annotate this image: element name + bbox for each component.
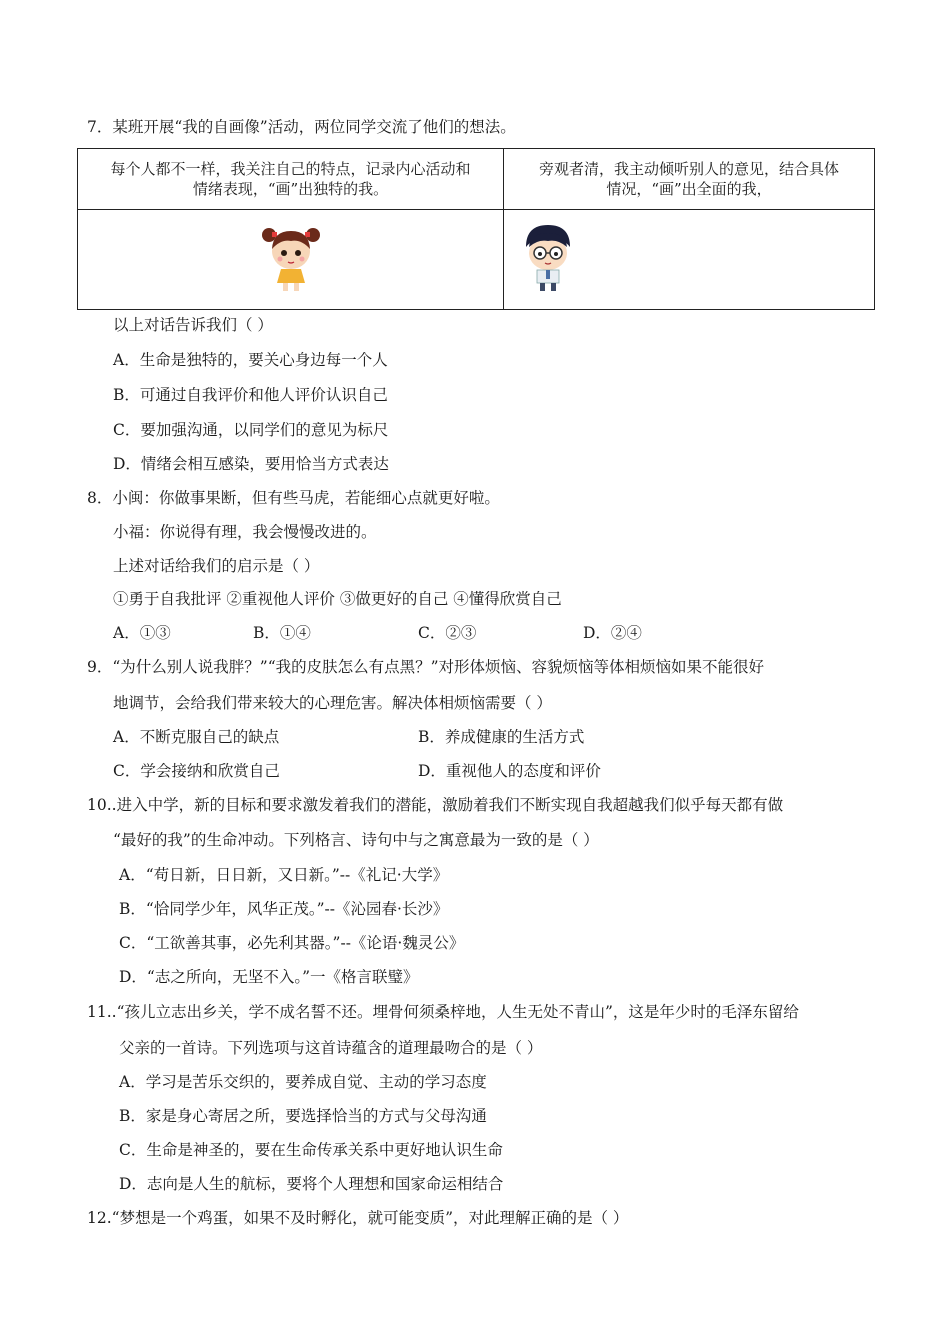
boy-statement-line2: 情况，“画”出全面的我， <box>606 179 772 198</box>
boy-illustration-cell <box>504 209 875 309</box>
q9-option-d: D．重视他人的态度和评价 <box>418 762 601 780</box>
q11-option-b: B．家是身心寄居之所，要选择恰当的方式与父母沟通 <box>119 1107 487 1125</box>
q7-option-d: D．情绪会相互感染，要用恰当方式表达 <box>113 455 389 473</box>
q8-option-c: C．②③ <box>418 624 477 642</box>
q10-option-d: D．“志之所向，无坚不入。”一《格言联璧》 <box>119 968 419 986</box>
q9-line2: 地调节，会给我们带来较大的心理危害。解决体相烦恼需要（ ） <box>113 694 552 712</box>
q9-option-a: A．不断克服自己的缺点 <box>113 728 280 746</box>
q9-line1: 9．“为什么别人说我胖？”“我的皮肤怎么有点黑？”对形体烦恼、容貌烦恼等体相烦恼如果不能很好 <box>87 658 765 676</box>
girl-cartoon-icon <box>261 221 321 293</box>
q9-option-c: C．学会接纳和欣赏自己 <box>113 762 280 780</box>
q10-line1: 10..进入中学，新的目标和要求激发着我们的潜能，激励着我们不断实现自我超越我们似乎每天都有做 <box>87 796 784 814</box>
q11-line1: 11..“孩儿立志出乡关，学不成名誓不还。埋骨何须桑梓地，人生无处不青山”，这是年少时的毛泽东留给 <box>87 1003 799 1021</box>
girl-statement-line1: 每个人都不一样，我关注自己的特点，记录内心活动和 <box>110 159 471 178</box>
boy-cartoon-icon <box>518 221 578 293</box>
q7-question: 以上对话告诉我们（ ） <box>113 316 273 334</box>
q7-dialogue-table <box>77 148 875 310</box>
q10-option-c: C．“工欲善其事，必先利其器。”--《论语·魏灵公》 <box>119 934 465 952</box>
q10-option-b: B．“恰同学少年，风华正茂。”--《沁园春·长沙》 <box>119 900 449 918</box>
girl-statement-line2: 情绪表现，“画”出独特的我。 <box>192 179 389 198</box>
q8-option-a: A．①③ <box>113 624 171 642</box>
q7-option-c: C．要加强沟通，以同学们的意见为标尺 <box>113 421 389 439</box>
q12-line1: 12.“梦想是一个鸡蛋，如果不及时孵化，就可能变质”，对此理解正确的是（ ） <box>87 1209 629 1227</box>
q11-line2: 父亲的一首诗。下列选项与这首诗蕴含的道理最吻合的是（ ） <box>119 1039 543 1057</box>
boy-statement-line1: 旁观者清，我主动倾听别人的意见，结合具体 <box>538 159 839 178</box>
q7-option-a: A．生命是独特的，要关心身边每一个人 <box>113 351 388 369</box>
q8-line3: 上述对话给我们的启示是（ ） <box>113 557 320 575</box>
q10-option-a: A．“苟日新，日日新，又日新。”--《礼记·大学》 <box>119 866 449 884</box>
q7-stem: 7．某班开展“我的自画像”活动，两位同学交流了他们的想法。 <box>87 118 516 136</box>
q8-line2: 小福：你说得有理，我会慢慢改进的。 <box>113 523 377 541</box>
girl-statement-cell <box>78 149 504 210</box>
q11-option-a: A．学习是苦乐交织的，要养成自觉、主动的学习态度 <box>119 1073 487 1091</box>
boy-statement-cell <box>504 149 875 210</box>
q8-statements: ①勇于自我批评 ②重视他人评价 ③做更好的自己 ④懂得欣赏自己 <box>113 590 562 608</box>
q11-option-d: D．志向是人生的航标，要将个人理想和国家命运相结合 <box>119 1175 504 1193</box>
q8-line1: 8．小闽：你做事果断，但有些马虎，若能细心点就更好啦。 <box>87 489 500 507</box>
q11-option-c: C．生命是神圣的，要在生命传承关系中更好地认识生命 <box>119 1141 503 1159</box>
q9-option-b: B．养成健康的生活方式 <box>418 728 585 746</box>
q7-option-b: B．可通过自我评价和他人评价认识自己 <box>113 386 388 404</box>
q8-option-d: D．②④ <box>583 624 642 642</box>
girl-illustration-cell <box>78 209 504 309</box>
q8-option-b: B．①④ <box>253 624 311 642</box>
q10-line2: “最好的我”的生命冲动。下列格言、诗句中与之寓意最为一致的是（ ） <box>113 831 599 849</box>
